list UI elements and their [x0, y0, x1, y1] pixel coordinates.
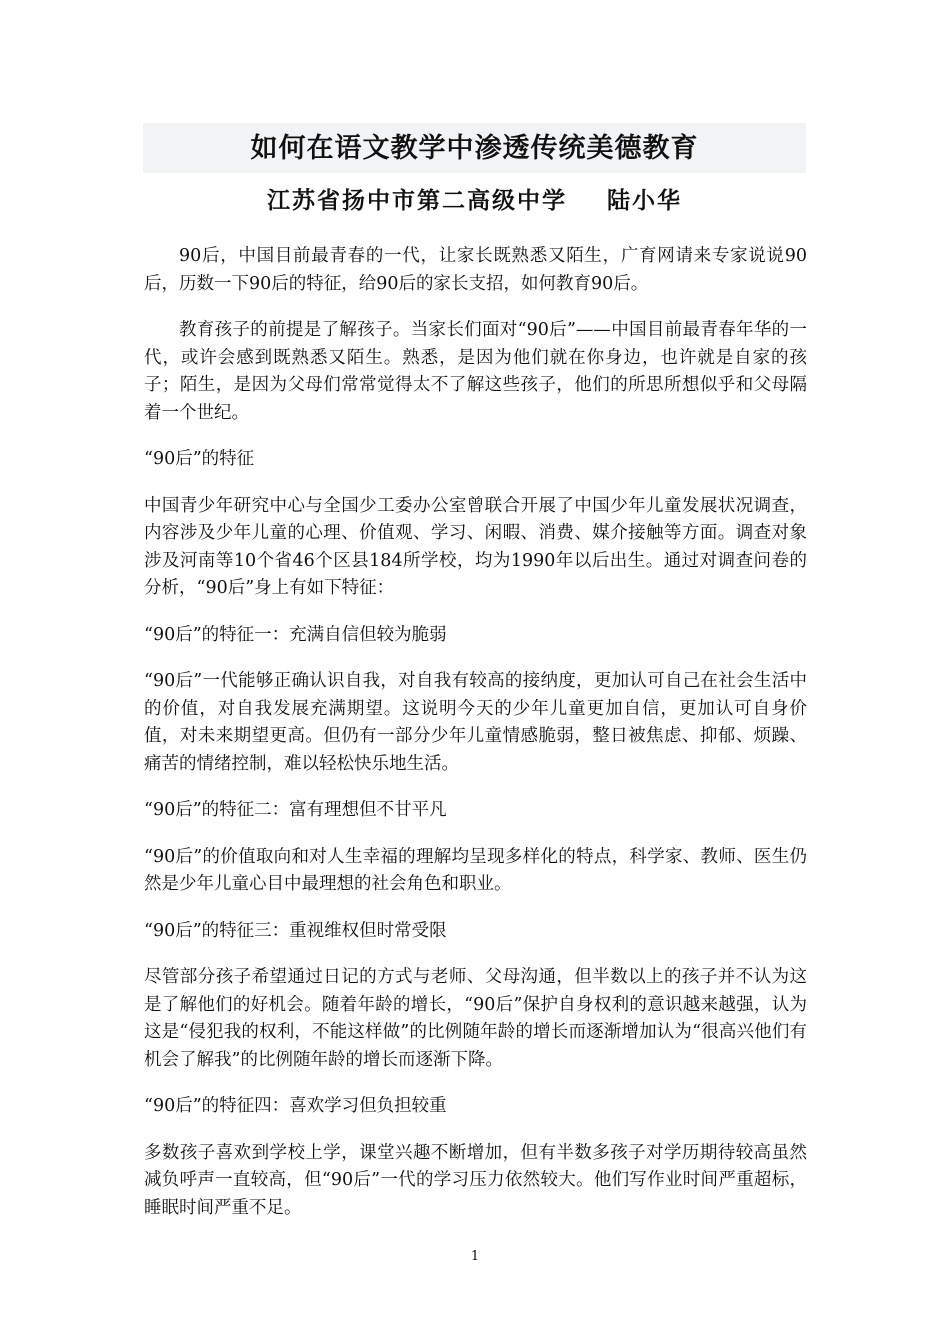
section-heading-feature-2: “90后”的特征二：富有理想但不甘平凡 [144, 800, 447, 820]
section-heading-feature-3: “90后”的特征三：重视维权但时常受限 [144, 920, 447, 941]
paragraph-survey: 中国青少年研究中心与全国少工委办公室曾联合开展了中国少年儿童发展状况调查，内容涉及少年儿童的心理、价值观、学习、闲暇、消费、媒介接触等方面。调查对象涉及河南等10个省46个区县184所学校，均为1990年以后出生。通过对调查问卷的分析，“90后”身上有如下特征： [144, 495, 807, 598]
paragraph-feature-3: 尽管部分孩子希望通过日记的方式与老师、父母沟通，但半数以上的孩子并不认为这是了解他们的好机会。随着年龄的增长，“90后”保护自身权利的意识越来越强，认为这是“侵犯我的权利，不能这样做”的比例随年龄的增长而逐渐增加认为“很高兴他们有机会了解我”的比例随年龄的增长而逐渐下降。 [144, 967, 807, 1070]
paragraph-feature-4: 多数孩子喜欢到学校上学，课堂兴趣不断增加，但有半数多孩子对学历期待较高虽然减负呼声一直较高，但“90后”一代的学习压力依然较大。他们写作业时间严重超标，睡眠时间严重不足。 [144, 1142, 807, 1218]
author-name: 陆小华 [607, 187, 682, 214]
section-heading-features: “90后”的特征 [144, 449, 255, 469]
document-title: 如何在语文教学中渗透传统美德教育 [250, 133, 699, 164]
author-school: 江苏省扬中市第二高级中学 [267, 187, 567, 214]
paragraph-understanding-children: 教育孩子的前提是了解孩子。当家长们面对“90后”——中国目前最青春年华的一代，或许会感到既熟悉又陌生。熟悉，是因为他们就在你身边，也许就是自家的孩子；陌生，是因为父母们常常觉得太不了解这些孩子，他们的所思所想似乎和父母隔着一个世纪。 [144, 320, 807, 423]
section-heading-feature-1: “90后”的特征一：充满自信但较为脆弱 [144, 624, 447, 645]
document-body [144, 243, 807, 1241]
paragraph-intro: 90后，中国目前最青春的一代，让家长既熟悉又陌生，广育网请来专家说说90后，历数一下90后的特征，给90后的家长支招，如何教育90后。 [144, 246, 807, 294]
section-heading-feature-4: “90后”的特征四：喜欢学习但负担较重 [144, 1096, 447, 1116]
page-number: 1 [470, 1249, 480, 1264]
paragraph-feature-1: “90后”一代能够正确认识自我，对自我有较高的接纳度，更加认可自己在社会生活中的价值，对自我发展充满期望。这说明今天的少年儿童更加自信，更加认可自身价值，对未来期望更高。但仍有一部分少年儿童情感脆弱，整日被焦虑、抑郁、烦躁、痛苦的情绪控制，难以轻松快乐地生活。 [144, 671, 807, 774]
paragraph-feature-2: “90后”的价值取向和对人生幸福的理解均呈现多样化的特点，科学家、教师、医生仍然是少年儿童心目中最理想的社会角色和职业。 [144, 846, 807, 894]
author-line [143, 185, 806, 217]
